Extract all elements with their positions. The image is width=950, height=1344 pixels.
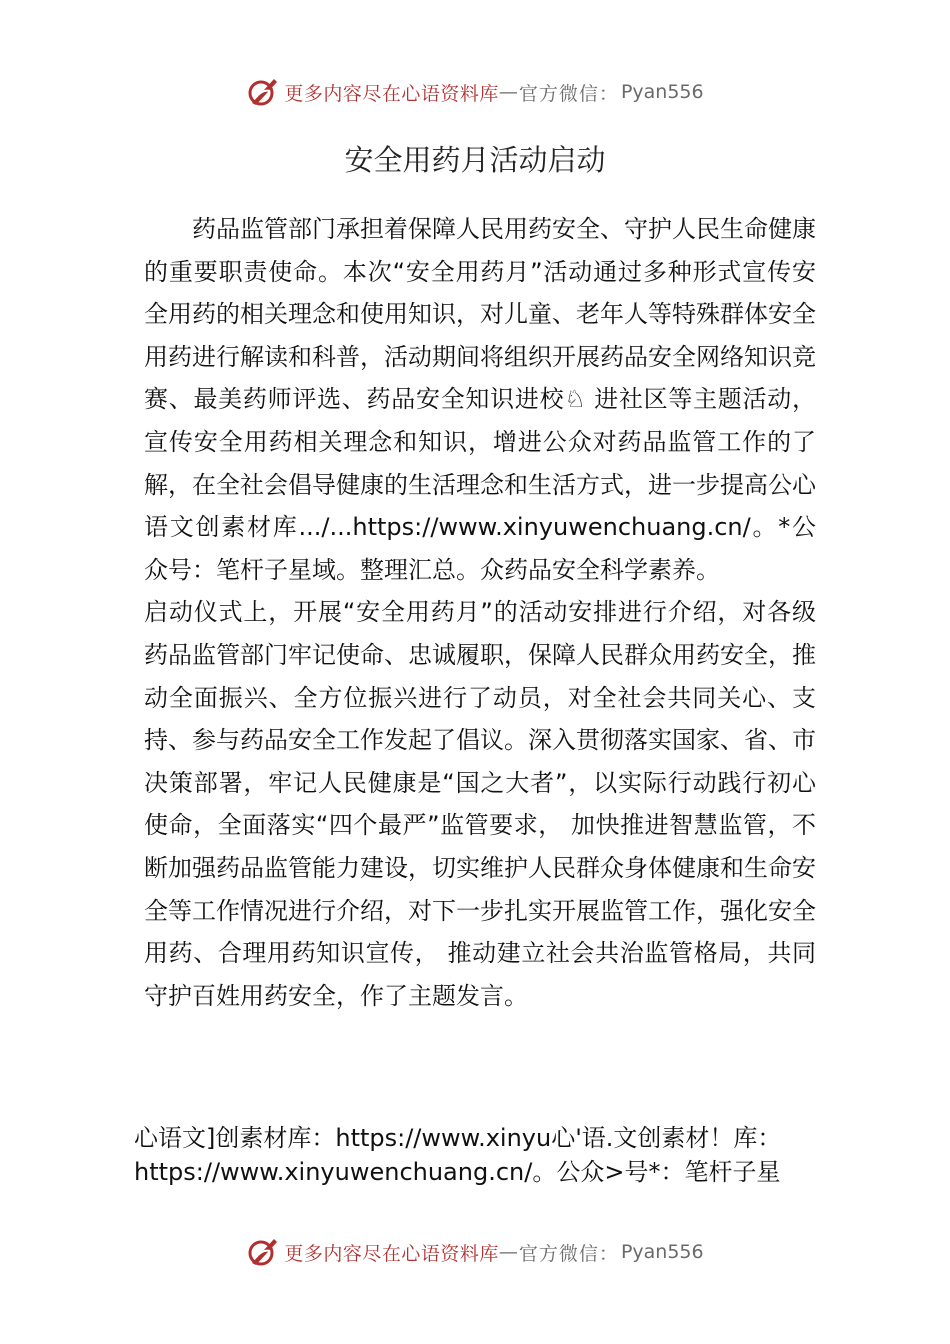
watermark-main-text: 更多内容尽在心语资料库 (284, 82, 499, 105)
watermark-dash: — (498, 1241, 519, 1263)
watermark-wechat-label: 官方微信： (518, 82, 619, 105)
watermark-dash: — (498, 81, 519, 103)
pen-logo-icon (246, 75, 280, 109)
body-paragraph-1: 药品监管部门承担着保障人民用药安全、守护人民生命健康的重要职责使命。本次“安全用药月”活动通过多种形式宣传安全用药的相关理念和使用知识，对儿童、老年人等特殊群体安全用药进行解读和科普，活动期间将组织开展药品安全网络知识竞赛、最美药师评选、药品安全知识进校♘ 进社区等主题活动，宣传安全用药相关理念和知识，增进公众对药品监管工作的了解，在全社会倡导健康的生活理念和生活方式，进一步提高公心语文创素材库.../...https://www.xinyuwenchuang.cn/。*公众号：笔杆子星域。整理汇总。众药品安全科学素养。 (144, 215, 816, 584)
pen-logo-icon (246, 1235, 280, 1269)
footer-source-text (134, 1121, 834, 1189)
footer-watermark (0, 1232, 950, 1272)
footer-line-1: 心语文]创素材库：https://www.xinyu心'语.文创素材！库： (134, 1124, 782, 1152)
document-body (144, 208, 816, 1017)
watermark-wechat-id: Pyan556 (620, 1241, 704, 1263)
watermark-wechat-id: Pyan556 (620, 81, 704, 103)
document-title: 安全用药月活动启动 (344, 143, 606, 177)
body-paragraph-2: 启动仪式上，开展“安全用药月”的活动安排进行介绍，对各级药品监管部门牢记使命、忠诚履职，保障人民群众用药安全，推动全面振兴、全方位振兴进行了动员，对全社会共同关心、支持、参与药品安全工作发起了倡议。深入贯彻落实国家、省、市决策部署，牢记人民健康是“国之大者”，以实际行动践行初心使命，全面落实“四个最严”监管要求， 加快推进智慧监管，不断加强药品监管能力建设，切实维护人民群众身体健康和生命安全等工作情况进行介绍，对下一步扎实开展监管工作，强化安全用药、合理用药知识宣传， 推动建立社会共治监管格局，共同守护百姓用药安全，作了主题发言。 (144, 598, 816, 1010)
footer-line-2: https://www.xinyuwenchuang.cn/。公众>号*：笔杆子星 (134, 1158, 781, 1186)
watermark-wechat-label: 官方微信： (518, 1242, 619, 1265)
watermark-main-text: 更多内容尽在心语资料库 (284, 1242, 499, 1265)
header-watermark (0, 72, 950, 112)
